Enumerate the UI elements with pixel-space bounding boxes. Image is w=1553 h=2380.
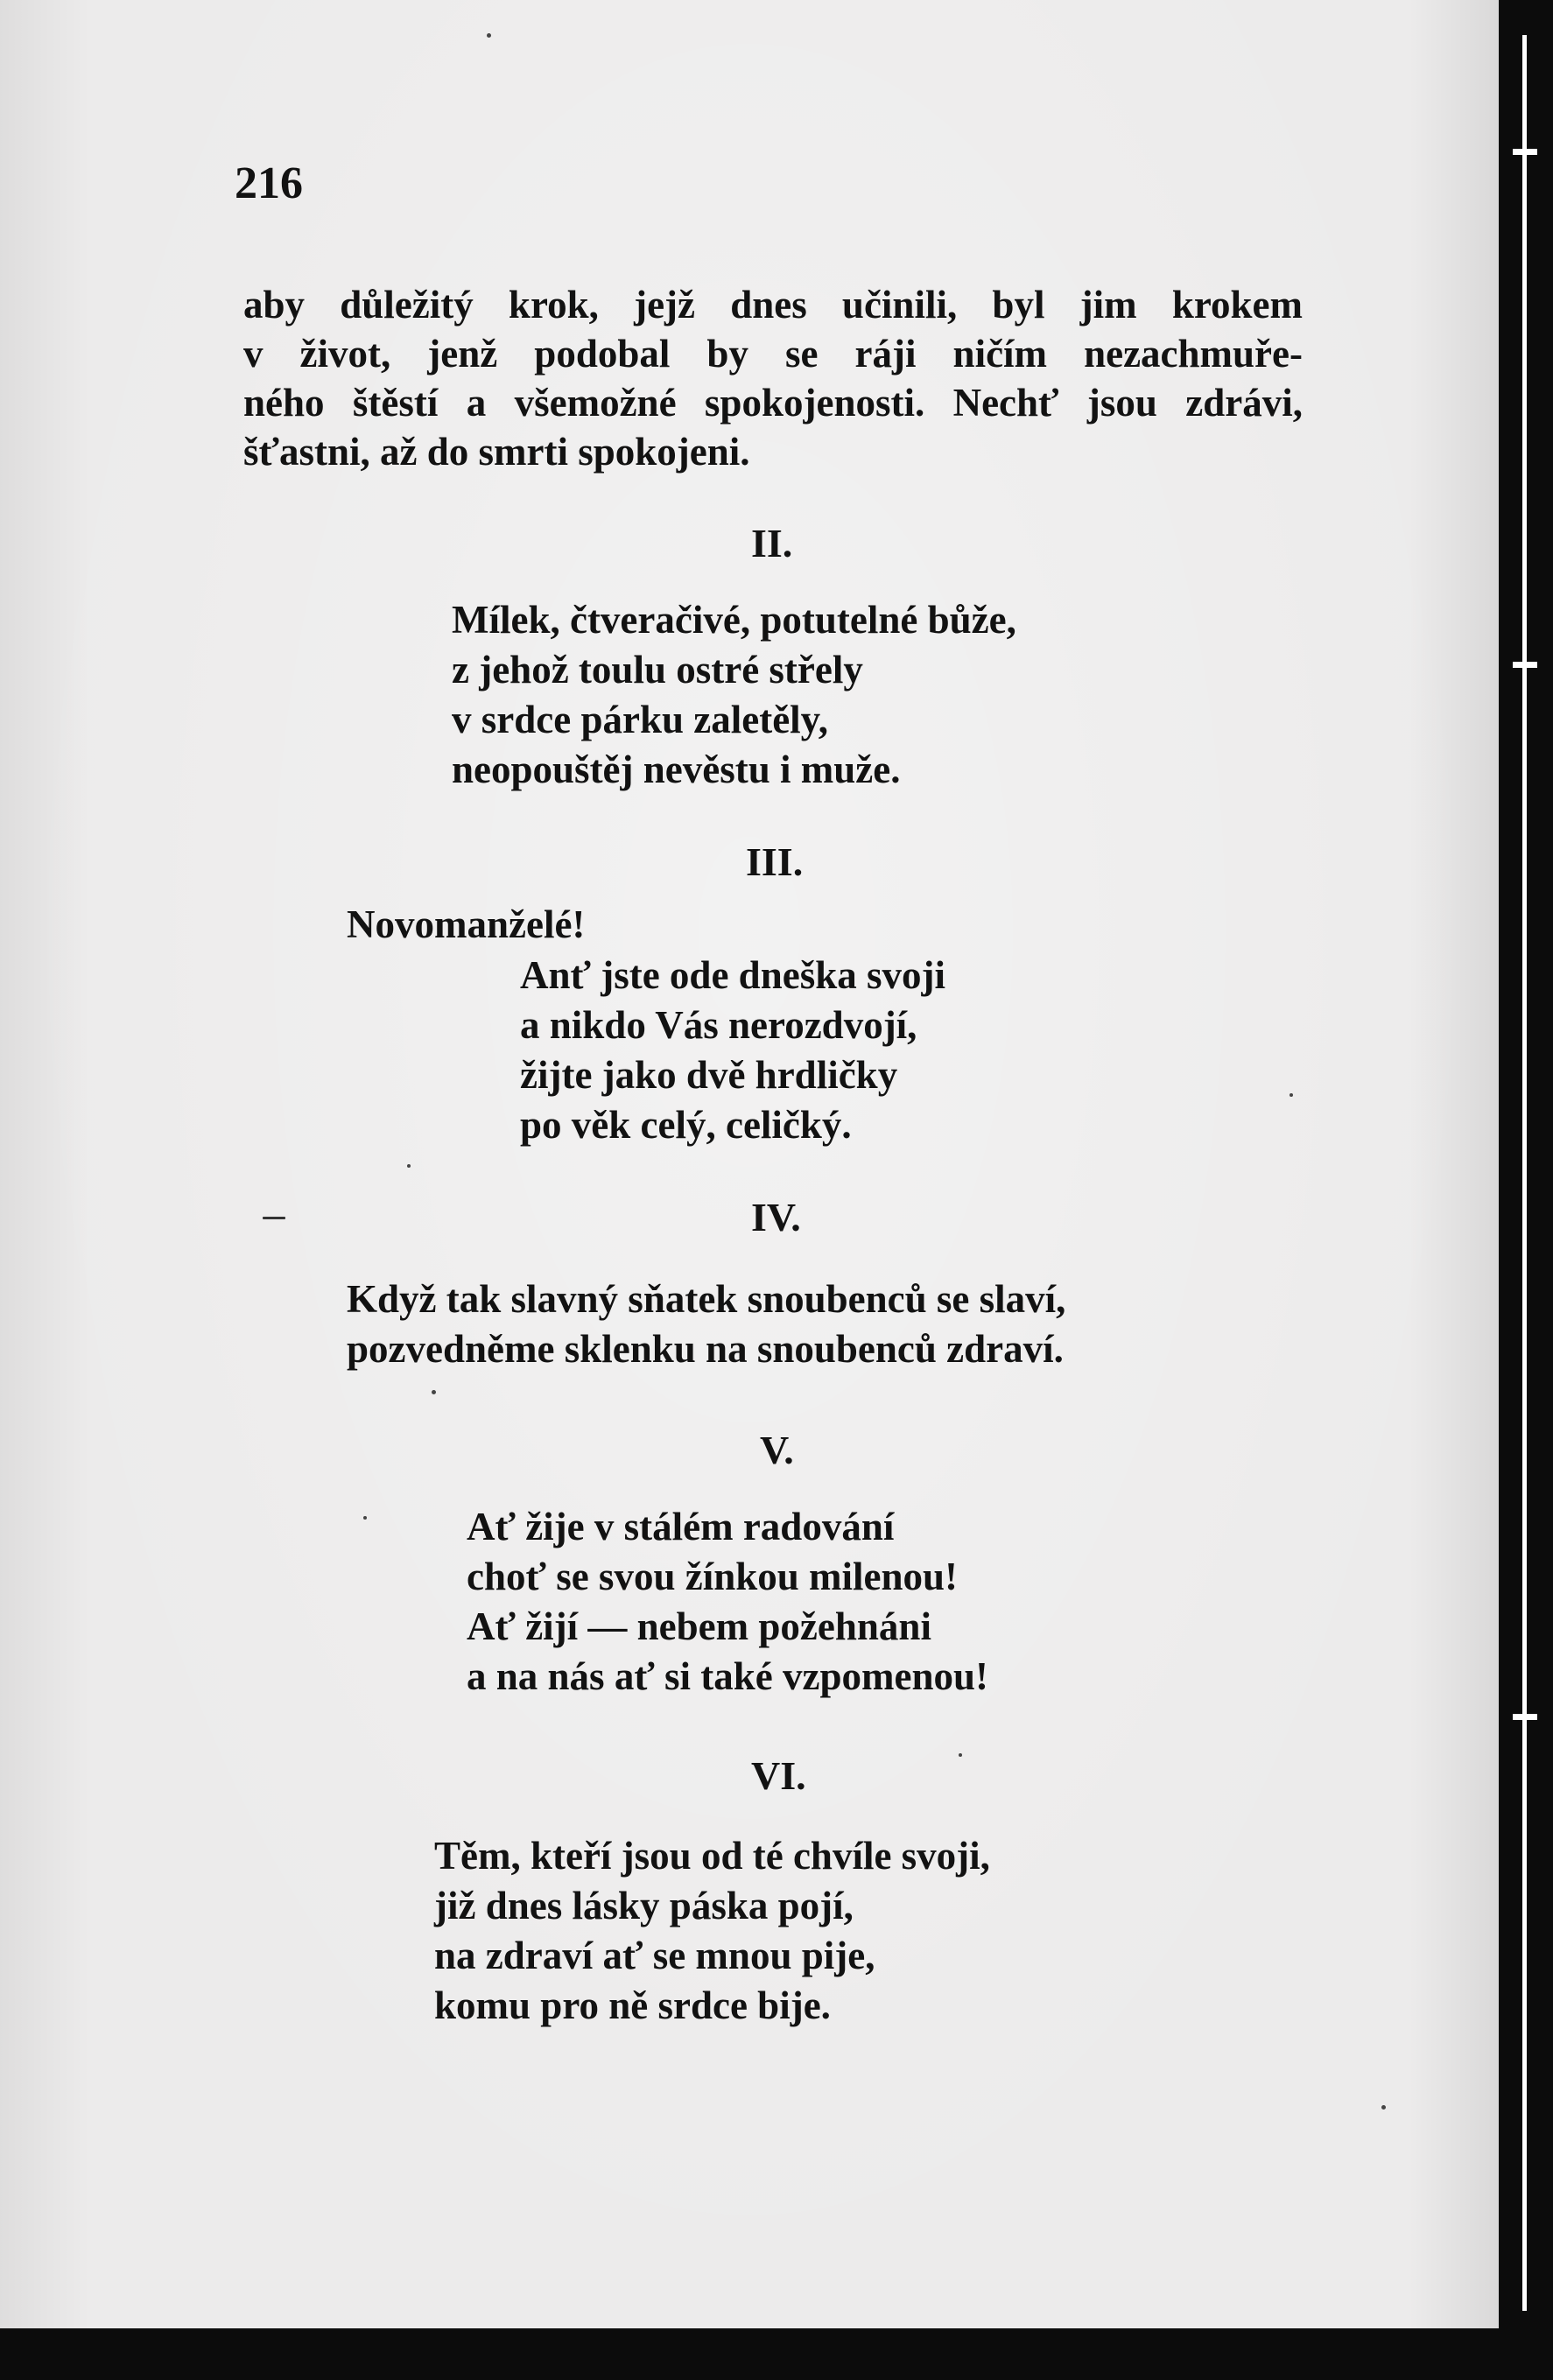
paper-mark	[263, 1217, 285, 1219]
paper-speck	[1289, 1093, 1293, 1097]
paper-speck	[1381, 2105, 1386, 2110]
verse-line: z jehož toulu ostré střely	[452, 648, 863, 692]
section-heading-ii: II.	[751, 521, 793, 565]
verse-line: komu pro ně srdce bije.	[434, 1983, 831, 2027]
paper-speck	[407, 1164, 411, 1168]
paragraph-line: v život, jenž podobal by se ráji ničím nezachmuře-	[243, 332, 1303, 376]
section-heading-vi: VI.	[751, 1753, 806, 1798]
page-number: 216	[235, 158, 303, 208]
verse-line: po věk celý, celičký.	[520, 1103, 852, 1147]
edge-marker	[1513, 1714, 1537, 1720]
section-heading-v: V.	[760, 1428, 794, 1472]
paragraph-line: ného štěstí a všemožné spokojenosti. Nechť jsou zdrávi,	[243, 381, 1303, 425]
paper-speck	[363, 1516, 367, 1520]
stanza-vi	[434, 1831, 990, 2031]
verse-line: a na nás ať si také vzpomenou!	[467, 1654, 989, 1698]
verse-line: na zdraví ať se mnou pije,	[434, 1934, 875, 1977]
verse-line: Ať žije v stálém radování	[467, 1505, 895, 1548]
verse-line: žijte jako dvě hrdličky	[520, 1053, 898, 1097]
verse-line: neopouštěj nevěstu i muže.	[452, 748, 901, 791]
stanza-ii	[452, 595, 1016, 795]
stanza-iii	[520, 951, 945, 1150]
verse-line: v srdce párku zaletěly,	[452, 698, 828, 741]
section-heading-iii: III.	[746, 839, 804, 884]
verse-line: Když tak slavný sňatek snoubenců se slaví,	[347, 1277, 1066, 1321]
edge-marker	[1513, 662, 1537, 668]
verse-line: a nikdo Vás nerozdvojí,	[520, 1003, 917, 1047]
verse-line: Anť jste ode dneška svoji	[520, 953, 945, 997]
stanza-v	[467, 1502, 988, 1702]
paragraph-line: aby důležitý krok, jejž dnes učinili, byl jim krokem	[243, 283, 1303, 326]
verse-line: pozvedněme sklenku na snoubenců zdraví.	[347, 1327, 1064, 1371]
paper-speck	[432, 1390, 436, 1394]
verse-line: již dnes lásky páska pojí,	[434, 1884, 854, 1927]
address-line: Novomanželé!	[347, 902, 586, 946]
paper-speck	[487, 33, 491, 38]
verse-line: Mílek, čtveračivé, potutelné bůže,	[452, 598, 1016, 642]
verse-line: Těm, kteří jsou od té chvíle svoji,	[434, 1834, 990, 1878]
paragraph-line: šťastni, až do smrti spokojeni.	[243, 430, 750, 474]
paper-speck	[959, 1753, 962, 1757]
verse-line: choť se svou žínkou milenou!	[467, 1555, 959, 1598]
opening-paragraph	[243, 280, 1303, 476]
page-edge-line	[1522, 35, 1527, 2311]
section-heading-iv: IV.	[751, 1195, 801, 1239]
verse-line: Ať žijí — nebem požehnáni	[467, 1604, 931, 1648]
stanza-iv	[347, 1274, 1065, 1374]
edge-marker	[1513, 149, 1537, 155]
